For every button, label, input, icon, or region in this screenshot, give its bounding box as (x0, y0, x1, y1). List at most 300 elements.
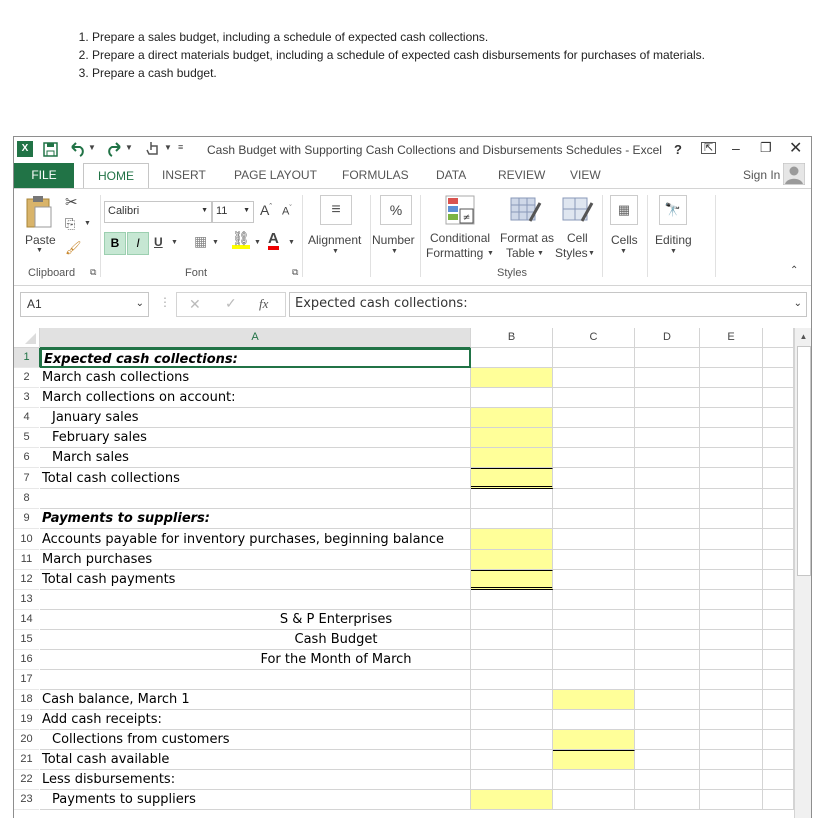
cell-c10[interactable] (553, 529, 635, 550)
row-header[interactable]: 3 (14, 388, 39, 408)
group-separator (715, 195, 716, 277)
ribbon-home (14, 188, 811, 286)
cell-e4[interactable] (700, 408, 763, 428)
row-header[interactable]: 11 (14, 550, 39, 570)
paste-dropdown-icon[interactable]: ▼ (36, 247, 43, 254)
cell-c1[interactable] (553, 348, 635, 368)
borders-dropdown-icon[interactable]: ▼ (212, 239, 219, 246)
cell-a11[interactable] (40, 550, 471, 570)
excel-logo-icon: X (17, 141, 33, 157)
collapse-ribbon-icon[interactable]: ⌃ (790, 265, 799, 276)
styles-group-label: Styles (497, 267, 527, 279)
cell-e17[interactable] (700, 670, 763, 690)
cell-b9[interactable] (471, 509, 553, 529)
cell-d4[interactable] (635, 408, 700, 428)
cell-a4[interactable] (40, 408, 471, 428)
excel-window (13, 136, 812, 818)
cell-f20[interactable] (763, 730, 794, 750)
cell-a12[interactable] (40, 570, 471, 590)
borders-icon[interactable]: ▦ (194, 233, 208, 249)
font-name-box[interactable] (104, 201, 212, 223)
cell-d20[interactable] (635, 730, 700, 750)
cell-e13[interactable] (700, 590, 763, 610)
cell-b3[interactable] (471, 388, 553, 408)
cell-text: Expected cash collections: (44, 352, 238, 367)
title-bar (14, 137, 811, 163)
customize-toolbar-icon[interactable]: ≡ (178, 142, 184, 152)
cell-d19[interactable] (635, 710, 700, 730)
clipboard-group-label: Clipboard (28, 267, 76, 279)
cell-d8[interactable] (635, 489, 700, 509)
cell-a14[interactable] (40, 610, 471, 630)
cell-f2[interactable] (763, 368, 794, 388)
cell-text: March sales (52, 450, 129, 465)
copy-icon[interactable]: ⎘ (65, 216, 76, 231)
cell-c22[interactable] (553, 770, 635, 790)
cell-a9[interactable] (40, 509, 471, 529)
user-avatar-icon[interactable] (783, 163, 805, 185)
cell-f9[interactable] (763, 509, 794, 529)
cell-e9[interactable] (700, 509, 763, 529)
cell-a1[interactable] (40, 348, 471, 368)
cell-b1[interactable] (471, 348, 553, 368)
cell-e5[interactable] (700, 428, 763, 448)
scrollbar-thumb[interactable] (797, 346, 811, 576)
cell-b10[interactable] (471, 529, 553, 550)
cell-c18[interactable] (553, 690, 635, 710)
row-header[interactable]: 16 (14, 650, 39, 670)
column-header-f[interactable] (763, 328, 794, 348)
cell-a19[interactable] (40, 710, 471, 730)
font-size-box[interactable] (212, 201, 254, 223)
cell-a16[interactable] (40, 650, 471, 670)
cell-text: For the Month of March (260, 652, 412, 667)
fill-color-icon[interactable]: ⛓ (232, 231, 250, 249)
cell-text: Total cash collections (42, 471, 180, 486)
cell-f10[interactable] (763, 529, 794, 550)
cell-text: Accounts payable for inventory purchases, beginning balance (42, 532, 444, 547)
cell-text: Cash Budget (294, 632, 378, 647)
column-header-c[interactable]: C (553, 328, 635, 348)
cell-b13[interactable] (471, 590, 553, 610)
cell-b12[interactable] (471, 570, 553, 590)
cell-c20[interactable] (553, 730, 635, 750)
cell-d5[interactable] (635, 428, 700, 448)
cell-c6[interactable] (553, 448, 635, 468)
underline-dropdown-icon[interactable]: ▼ (171, 239, 178, 246)
column-header-a[interactable]: A (40, 328, 471, 349)
cell-d10[interactable] (635, 529, 700, 550)
redo-dropdown-icon[interactable]: ▼ (125, 143, 133, 152)
tab-data[interactable]: DATA (436, 168, 467, 182)
cell-text: Total cash available (42, 752, 170, 767)
row-header[interactable]: 15 (14, 630, 39, 650)
cell-styles-label[interactable]: Styles (555, 246, 588, 260)
row-header[interactable]: 1 (14, 348, 41, 368)
window-title: Cash Budget with Supporting Cash Collections and Disbursements Schedules - Excel (207, 143, 662, 157)
select-all-corner[interactable] (14, 328, 40, 348)
cells-dropdown-icon[interactable]: ▼ (620, 248, 627, 255)
cell-f1[interactable] (763, 348, 794, 368)
cell-f6[interactable] (763, 448, 794, 468)
cell-f8[interactable] (763, 489, 794, 509)
cell-c7[interactable] (553, 468, 635, 489)
cell-c19[interactable] (553, 710, 635, 730)
cell-text: March collections on account: (42, 390, 236, 405)
tab-file[interactable]: FILE (14, 163, 74, 188)
cell-c17[interactable] (553, 670, 635, 690)
minimize-icon[interactable]: – (732, 140, 740, 156)
tab-insert[interactable]: INSERT (162, 168, 206, 182)
column-header-b[interactable]: B (471, 328, 553, 348)
cell-c23[interactable] (553, 790, 635, 810)
cell-a21[interactable] (40, 750, 471, 770)
save-icon[interactable] (43, 142, 58, 157)
conditional-formatting-button[interactable]: Conditional (430, 231, 491, 245)
cell-f14[interactable] (763, 610, 794, 630)
font-name-dropdown-icon[interactable]: ▼ (201, 207, 208, 214)
cell-e14[interactable] (700, 610, 763, 630)
name-box-value: A1 (27, 297, 42, 311)
cell-c3[interactable] (553, 388, 635, 408)
group-separator (100, 195, 101, 277)
cell-b19[interactable] (471, 710, 553, 730)
cell-c16[interactable] (553, 650, 635, 670)
percent-icon[interactable]: % (380, 195, 412, 225)
cell-c9[interactable] (553, 509, 635, 529)
row-header[interactable]: 12 (14, 570, 39, 590)
font-launcher-icon[interactable]: ⧉ (292, 267, 299, 277)
font-color-icon[interactable]: A (268, 231, 279, 250)
cell-e7[interactable] (700, 468, 763, 489)
cell-a3[interactable] (40, 388, 471, 408)
alignment-icon[interactable]: ≡ (320, 195, 352, 225)
worksheet-grid (14, 328, 793, 818)
cell-d7[interactable] (635, 468, 700, 489)
group-separator (302, 195, 303, 277)
cell-e18[interactable] (700, 690, 763, 710)
cell-e1[interactable] (700, 348, 763, 368)
help-button[interactable]: ? (674, 142, 682, 157)
cells-icon[interactable]: ▦ (610, 195, 638, 225)
cell-text: Cash balance, March 1 (42, 692, 190, 707)
row-header[interactable]: 14 (14, 610, 39, 630)
close-icon[interactable]: ✕ (789, 140, 803, 157)
group-separator (420, 195, 421, 277)
cell-b5[interactable] (471, 428, 553, 448)
format-as-table-icon[interactable] (510, 195, 542, 225)
cell-f5[interactable] (763, 428, 794, 448)
cell-b14[interactable] (471, 610, 553, 630)
cell-text: S & P Enterprises (279, 612, 393, 627)
cell-b6[interactable] (471, 448, 553, 468)
svg-text:≠: ≠ (462, 213, 471, 223)
format-as-table-button[interactable]: Format as (500, 231, 555, 245)
cell-a22[interactable] (40, 770, 471, 790)
restore-icon[interactable]: ❐ (760, 140, 772, 155)
cell-styles-icon[interactable] (562, 195, 594, 225)
cell-c2[interactable] (553, 368, 635, 388)
insert-function-icon[interactable]: fx (259, 296, 269, 311)
cell-d11[interactable] (635, 550, 700, 570)
copy-dropdown-icon[interactable]: ▼ (84, 220, 91, 227)
row-header[interactable]: 8 (14, 489, 39, 509)
touch-mode-icon[interactable] (145, 140, 161, 158)
cell-c4[interactable] (553, 408, 635, 428)
cell-b2[interactable] (471, 368, 553, 388)
tab-review[interactable]: REVIEW (498, 168, 546, 182)
cell-a5[interactable] (40, 428, 471, 448)
cell-e12[interactable] (700, 570, 763, 590)
cell-c5[interactable] (553, 428, 635, 448)
cells-button[interactable]: Cells (611, 233, 638, 247)
cell-d1[interactable] (635, 348, 700, 368)
row-header[interactable]: 20 (14, 730, 39, 750)
cell-b17[interactable] (471, 670, 553, 690)
cell-text: February sales (52, 430, 147, 445)
cell-e8[interactable] (700, 489, 763, 509)
underline-button[interactable]: U (154, 235, 163, 249)
row-header[interactable]: 22 (14, 770, 39, 790)
cell-f22[interactable] (763, 770, 794, 790)
increase-font-icon[interactable]: $A^ˆ$ (260, 202, 273, 218)
ribbon-tabs (14, 163, 811, 188)
cell-a17[interactable] (40, 670, 471, 690)
row-header[interactable]: 21 (14, 750, 39, 770)
instruction-item: 3. Prepare a cash budget. (92, 64, 705, 82)
cell-b11[interactable] (471, 550, 553, 570)
cell-c8[interactable] (553, 489, 635, 509)
cell-e3[interactable] (700, 388, 763, 408)
row-header[interactable]: 23 (14, 790, 39, 810)
cell-a10[interactable] (40, 529, 471, 550)
cell-f18[interactable] (763, 690, 794, 710)
instruction-item: 2. Prepare a direct materials budget, including a schedule of expected cash disbursements for purchases of materials. (92, 46, 705, 64)
undo-dropdown-icon[interactable]: ▼ (88, 143, 96, 152)
fill-color-dropdown-icon[interactable]: ▼ (254, 239, 261, 246)
expand-formula-bar-icon[interactable]: ⌄ (793, 298, 802, 309)
confirm-entry-icon[interactable]: ✓ (225, 295, 237, 311)
cell-a8[interactable] (40, 489, 471, 509)
cell-a7[interactable] (40, 468, 471, 489)
cell-a2[interactable] (40, 368, 471, 388)
cell-f12[interactable] (763, 570, 794, 590)
formula-bar-grip-icon[interactable]: ⋮ (159, 295, 171, 309)
cell-f19[interactable] (763, 710, 794, 730)
sign-in-link[interactable]: Sign In (743, 168, 781, 182)
cell-c14[interactable] (553, 610, 635, 630)
cell-e22[interactable] (700, 770, 763, 790)
name-box-dropdown-icon[interactable]: ⌄ (135, 298, 144, 309)
cell-a18[interactable] (40, 690, 471, 710)
cell-f16[interactable] (763, 650, 794, 670)
cell-b23[interactable] (471, 790, 553, 810)
number-format-button[interactable]: Number (372, 233, 415, 247)
formula-input[interactable] (289, 292, 807, 317)
format-as-table-label[interactable]: Table (506, 246, 535, 260)
font-name-value: Calibri (108, 205, 140, 217)
paste-button[interactable]: Paste (25, 233, 56, 247)
cell-d2[interactable] (635, 368, 700, 388)
ribbon-display-icon[interactable]: ⇱ (701, 142, 716, 154)
font-color-dropdown-icon[interactable]: ▼ (288, 239, 295, 246)
cell-text: March cash collections (42, 370, 190, 385)
formula-buttons (176, 292, 286, 317)
cell-text: Payments to suppliers: (42, 511, 210, 526)
formula-content: Expected cash collections: (295, 296, 468, 311)
cell-e19[interactable] (700, 710, 763, 730)
cell-b21[interactable] (471, 750, 553, 770)
cell-e16[interactable] (700, 650, 763, 670)
cell-f21[interactable] (763, 750, 794, 770)
cell-a20[interactable] (40, 730, 471, 750)
cell-d14[interactable] (635, 610, 700, 630)
cell-a23[interactable] (40, 790, 471, 810)
editing-dropdown-icon[interactable]: ▼ (670, 248, 677, 255)
cut-icon[interactable]: ✂ (65, 194, 78, 211)
conditional-formatting-icon[interactable] (445, 195, 475, 225)
group-separator (647, 195, 648, 277)
cell-e15[interactable] (700, 630, 763, 650)
tab-formulas[interactable]: FORMULAS (342, 168, 409, 182)
group-separator (370, 195, 371, 277)
cell-d16[interactable] (635, 650, 700, 670)
cell-e20[interactable] (700, 730, 763, 750)
cell-e2[interactable] (700, 368, 763, 388)
undo-icon[interactable] (68, 141, 88, 157)
row-header[interactable]: 4 (14, 408, 39, 428)
cell-c21[interactable] (553, 750, 635, 770)
cell-f3[interactable] (763, 388, 794, 408)
row-header[interactable]: 17 (14, 670, 39, 690)
cell-d18[interactable] (635, 690, 700, 710)
cell-d6[interactable] (635, 448, 700, 468)
cell-b8[interactable] (471, 489, 553, 509)
font-group-label: Font (185, 267, 208, 279)
column-header-d[interactable]: D (635, 328, 700, 348)
format-table-dropdown-icon[interactable]: ▼ (537, 250, 544, 257)
cell-text: Total cash payments (42, 572, 176, 587)
row-header[interactable]: 9 (14, 509, 39, 529)
cell-f11[interactable] (763, 550, 794, 570)
cell-b20[interactable] (471, 730, 553, 750)
row-header[interactable]: 2 (14, 368, 39, 388)
cell-styles-button[interactable]: Cell (567, 231, 588, 245)
editing-button[interactable]: Editing (655, 233, 692, 247)
cell-d23[interactable] (635, 790, 700, 810)
cell-text: Payments to suppliers (52, 792, 196, 807)
cell-d17[interactable] (635, 670, 700, 690)
row-header[interactable]: 5 (14, 428, 39, 448)
editing-icon[interactable]: 🔭 (659, 195, 687, 225)
clipboard-launcher-icon[interactable]: ⧉ (90, 267, 97, 277)
scroll-up-icon[interactable]: ▲ (799, 332, 808, 341)
cell-a6[interactable] (40, 448, 471, 468)
tab-view[interactable]: VIEW (570, 168, 601, 182)
cell-d22[interactable] (635, 770, 700, 790)
bold-button[interactable]: B (104, 232, 126, 255)
cell-d21[interactable] (635, 750, 700, 770)
touch-dropdown-icon[interactable]: ▼ (164, 143, 172, 152)
tab-home[interactable]: HOME (83, 163, 149, 189)
decrease-font-icon[interactable]: $A^ˇ$ (282, 205, 292, 218)
cell-d12[interactable] (635, 570, 700, 590)
italic-button[interactable]: I (127, 232, 149, 255)
cell-text: Add cash receipts: (42, 712, 162, 727)
font-size-dropdown-icon[interactable]: ▼ (243, 207, 250, 214)
cell-f23[interactable] (763, 790, 794, 810)
cell-b15[interactable] (471, 630, 553, 650)
tab-page-layout[interactable]: PAGE LAYOUT (234, 168, 317, 182)
name-box[interactable] (20, 292, 149, 317)
cell-e6[interactable] (700, 448, 763, 468)
alignment-dropdown-icon[interactable]: ▼ (332, 248, 339, 255)
cell-f4[interactable] (763, 408, 794, 428)
cell-c12[interactable] (553, 570, 635, 590)
cell-f13[interactable] (763, 590, 794, 610)
cell-f15[interactable] (763, 630, 794, 650)
cell-e11[interactable] (700, 550, 763, 570)
conditional-formatting-label[interactable]: Formatting (426, 246, 484, 260)
row-header[interactable]: 13 (14, 590, 39, 610)
cell-b16[interactable] (471, 650, 553, 670)
formula-bar (14, 287, 811, 319)
cell-b7[interactable] (471, 468, 553, 489)
paste-icon[interactable] (25, 195, 53, 229)
column-header-e[interactable]: E (700, 328, 763, 348)
redo-icon[interactable] (104, 141, 124, 157)
instruction-item: 1. Prepare a sales budget, including a schedule of expected cash collections. (92, 28, 705, 46)
cell-b18[interactable] (471, 690, 553, 710)
instructions-list (72, 28, 705, 82)
cell-c11[interactable] (553, 550, 635, 570)
font-size-value: 11 (216, 205, 228, 217)
cell-e21[interactable] (700, 750, 763, 770)
row-header[interactable]: 10 (14, 529, 39, 550)
row-header[interactable]: 19 (14, 710, 39, 730)
cell-c15[interactable] (553, 630, 635, 650)
cancel-entry-icon[interactable]: ✕ (189, 296, 201, 312)
cell-f17[interactable] (763, 670, 794, 690)
cell-d9[interactable] (635, 509, 700, 529)
cell-e10[interactable] (700, 529, 763, 550)
cell-text: January sales (52, 410, 139, 425)
cell-b22[interactable] (471, 770, 553, 790)
cell-styles-dropdown-icon[interactable]: ▼ (588, 250, 595, 257)
cell-d15[interactable] (635, 630, 700, 650)
cell-text: Less disbursements: (42, 772, 176, 787)
cell-e23[interactable] (700, 790, 763, 810)
cell-b4[interactable] (471, 408, 553, 428)
cell-f7[interactable] (763, 468, 794, 489)
row-header[interactable]: 7 (14, 468, 39, 489)
cell-text: March purchases (42, 552, 153, 567)
conditional-dropdown-icon[interactable]: ▼ (487, 250, 494, 257)
cell-d3[interactable] (635, 388, 700, 408)
row-header[interactable]: 6 (14, 448, 39, 468)
cell-a15[interactable] (40, 630, 471, 650)
group-separator (602, 195, 603, 277)
row-header[interactable]: 18 (14, 690, 39, 710)
vertical-scrollbar[interactable] (794, 328, 812, 818)
number-dropdown-icon[interactable]: ▼ (391, 248, 398, 255)
format-painter-icon[interactable]: 🖌 (65, 240, 82, 255)
cell-d13[interactable] (635, 590, 700, 610)
cell-text: Collections from customers (52, 732, 230, 747)
cell-c13[interactable] (553, 590, 635, 610)
alignment-button[interactable]: Alignment (308, 233, 362, 247)
cell-a13[interactable] (40, 590, 471, 610)
